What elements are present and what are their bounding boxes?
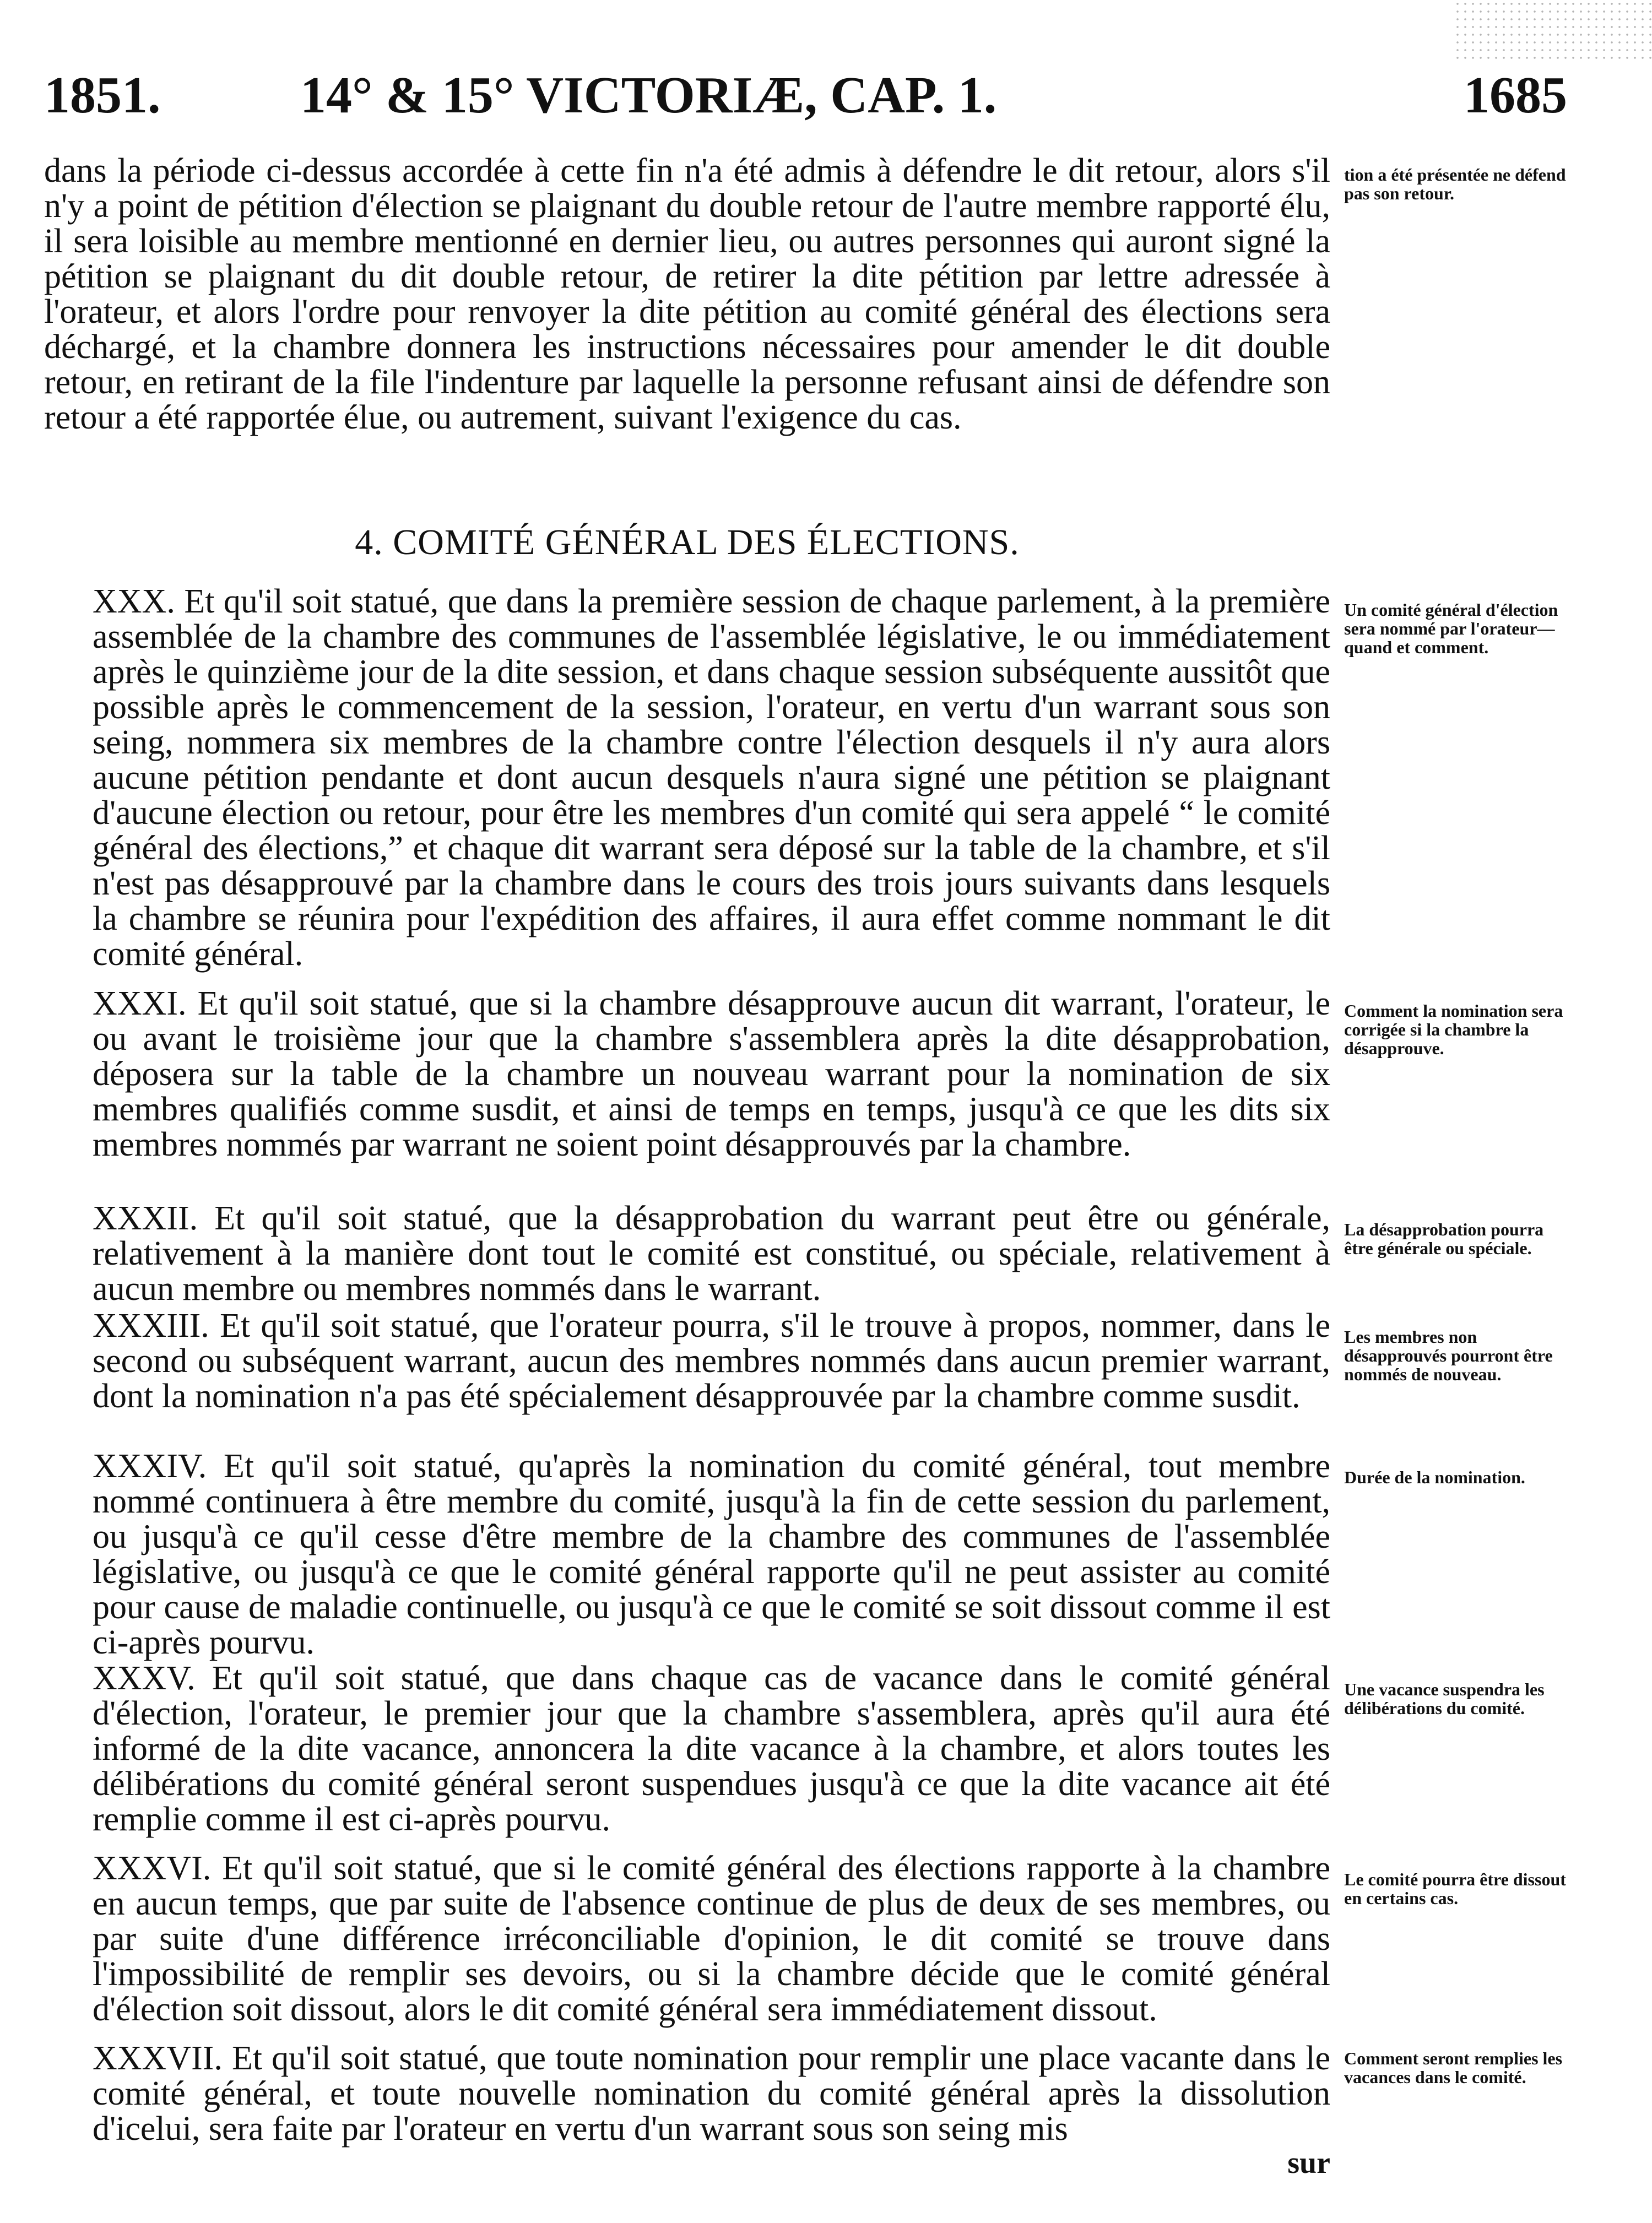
section-number: XXXII. — [93, 1200, 198, 1237]
section-number: XXXIV. — [93, 1447, 207, 1485]
marginal-note-xxxv: Une vacance suspendra les délibérations du comité. — [1344, 1679, 1545, 1718]
marginal-note-xxxi: Comment la nomination sera corrigée si la chambre la désapprouve. — [1344, 1001, 1563, 1058]
marginal-note-xxxiv: Durée de la nomination. — [1344, 1467, 1525, 1487]
section-text: Et qu'il soit statué, que toute nomination pour remplir une place vacante dans le comité général, et toute nouvelle nomination du comité général après la dissolution d'icelui, sera faite par l'orateur en vertu d'un warrant sous son seing mis — [93, 2040, 1330, 2148]
marginal-note-xxxii: La désapprobation pourra être générale ou spéciale. — [1344, 1219, 1544, 1258]
section-number: XXXVII. — [93, 2040, 223, 2077]
header-page-number: 1685 — [1464, 67, 1567, 124]
section-text: Et qu'il soit statué, que la désapprobation du warrant peut être ou générale, relativement à la manière dont tout le comité est constitué, ou spéciale, relativement à aucun membre ou membres nommés dans le warrant. — [93, 1200, 1331, 1308]
section-xxxv — [44, 1661, 1330, 1837]
header-title: 14° & 15° VICTORIÆ, CAP. 1. — [300, 67, 997, 124]
section-xxxiv — [44, 1449, 1330, 1660]
intro-marginal-note: tion a été présentée ne défend pas son retour. — [1344, 165, 1566, 203]
marginal-note-xxxvii: Comment seront remplies les vacances dans le comité. — [1344, 2048, 1563, 2087]
section-xxxi — [44, 986, 1330, 1162]
section-xxxii — [44, 1201, 1330, 1306]
page-speckle — [1454, 0, 1652, 61]
section-number: XXXV. — [93, 1660, 196, 1697]
header-year: 1851. — [44, 67, 161, 124]
intro-paragraph: dans la période ci-dessus accordée à cette fin n'a été admis à défendre le dit retour, alors s'il n'y a point de pétition d'élection se plaignant du double retour de l'autre membre rapporté élu, il sera loisible au membre mentionné en dernier lieu, ou autres personnes qui auront signé la pétition se plaignant du dit double retour, de retirer la dite pétition par lettre adressée à l'orateur, et alors l'ordre pour renvoyer la dite pétition au comité général des élections sera déchargé, et la chambre donnera les instructions nécessaires pour amender le dit double retour, en retirant de la file l'indenture par laquelle la personne refusant ainsi de défendre son retour a été rapportée élue, ou autrement, suivant l'exigence du cas. — [44, 152, 1330, 436]
section-text: Et qu'il soit statué, que dans chaque cas de vacance dans le comité général d'élection, l'orateur, le premier jour que la chambre s'assemblera, après qu'il aura été informé de la dite vacance, annoncera la dite vacance à la chambre, et alors toutes les délibérations du comité général seront suspendues jusqu'à ce que la dite vacance ait été remplie comme il est ci-après pourvu. — [93, 1660, 1331, 1838]
section-number: XXXI. — [93, 985, 187, 1022]
catchword: sur — [1287, 2146, 1330, 2180]
intro-block — [44, 153, 1330, 435]
section-xxxvi — [44, 1851, 1330, 2027]
section-text: Et qu'il soit statué, que si la chambre désapprouve aucun dit warrant, l'orateur, le ou avant le troisième jour que la chambre s'assemblera après la dite désapprobation, déposera sur la table de la chambre un nouveau warrant pour la nomination de six membres qualifiés comme susdit, et ainsi de temps en temps, jusqu'à ce que les dits six membres nommés par warrant ne soient point désapprouvés par la chambre. — [93, 985, 1330, 1163]
section-text: Et qu'il soit statué, que l'orateur pourra, s'il le trouve à propos, nommer, dans le second ou subséquent warrant, aucun des membres nommés dans aucun premier warrant, dont la nomination n'a pas été spécialement désapprouvée par la chambre comme susdit. — [93, 1307, 1331, 1415]
section-xxx — [44, 584, 1330, 972]
section-text: Et qu'il soit statué, que si le comité général des élections rapporte à la chambre en aucun temps, que par suite de l'absence continue de plus de deux de ses membres, ou par suite d'une différence irréconciliable d'opinion, le dit comité se trouve dans l'impossibilité de remplir ses devoirs, ou si la chambre décide que le comité général d'élection soit dissout, alors le dit comité général sera immédiatement dissout. — [93, 1850, 1330, 2028]
section-number: XXX. — [93, 583, 175, 620]
section-number: XXXIII. — [93, 1307, 209, 1344]
section-text: Et qu'il soit statué, qu'après la nomination du comité général, tout membre nommé continuera à être membre du comité, jusqu'à la fin de cette session du parlement, ou jusqu'à ce qu'il cesse d'être membre de la chambre des communes de l'assemblée législative, ou jusqu'à ce que le comité général rapporte qu'il ne peut assister au comité pour cause de maladie continuelle, ou jusqu'à ce que le comité se soit dissout comme il est ci-après pourvu. — [93, 1447, 1331, 1661]
marginal-note-xxxiii: Les membres non désapprouvés pourront être nommés de nouveau. — [1344, 1327, 1553, 1384]
marginal-note-xxxvi: Le comité pourra être dissout en certains cas. — [1344, 1869, 1566, 1908]
marginal-note-xxx: Un comité général d'élection sera nommé par l'orateur— quand et comment. — [1344, 600, 1558, 657]
section-number: XXXVI. — [93, 1850, 212, 1887]
section-text: Et qu'il soit statué, que dans la première session de chaque parlement, à la première assemblée de la chambre des communes de l'assemblée législative, le ou immédiatement après le quinzième jour de la dite session, et dans chaque session subséquente aussitôt que possible après le commencement de la session, l'orateur, en vertu d'un warrant sous son seing, nommera six membres de la chambre contre l'élection desquels il n'y aura alors aucune pétition pendante et dont aucun desquels n'aura signé une pétition se plaignant d'aucune élection ou retour, pour être les membres d'un comité qui sera appelé “ le comité général des élections,” et chaque dit warrant sera déposé sur la table de la chambre, et s'il n'est pas désapprouvé par la chambre dans le cours des trois jours suivants dans lesquels la chambre se réunira pour l'expédition des affaires, il aura effet comme nommant le dit comité général. — [93, 583, 1330, 973]
section-xxxvii — [44, 2041, 1330, 2146]
section-heading: 4. COMITÉ GÉNÉRAL DES ÉLECTIONS. — [355, 522, 1020, 562]
running-header — [44, 65, 1567, 126]
section-xxxiii — [44, 1308, 1330, 1414]
